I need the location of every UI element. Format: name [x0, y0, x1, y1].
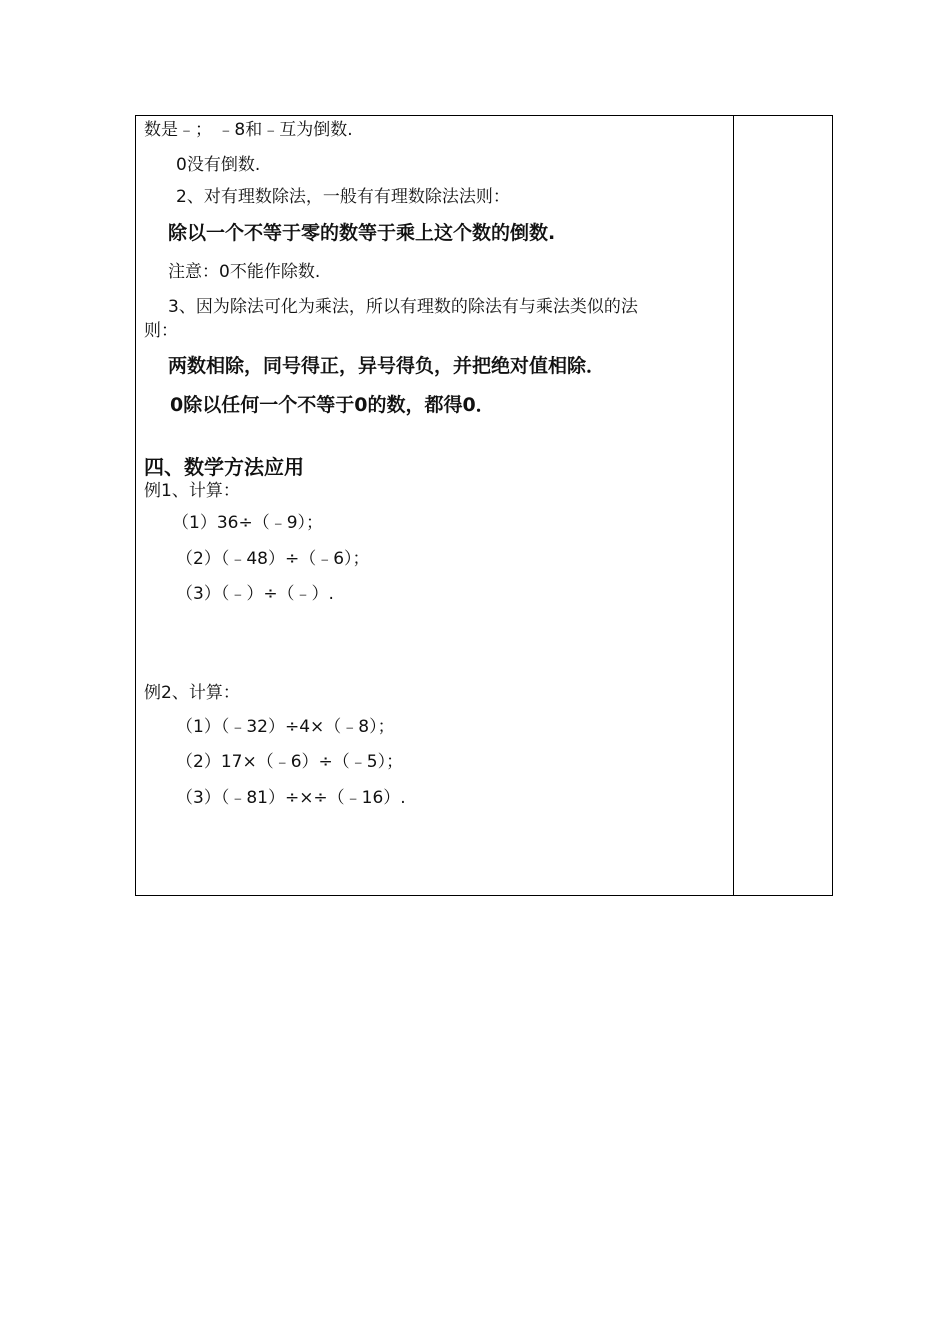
example1-item2: （2）（﹣48）÷（﹣6）；: [176, 549, 370, 569]
division-rule-statement: 除以一个不等于零的数等于乘上这个数的倒数.: [168, 222, 556, 244]
sign-rule-statement: 两数相除，同号得正，异号得负，并把绝对值相除．: [168, 355, 606, 377]
example2-title: 例2、计算：: [144, 683, 240, 703]
example2-item3: （3）（﹣81）÷×÷（﹣16）.: [176, 788, 406, 808]
example1-title: 例1、计算：: [144, 481, 240, 501]
zero-no-reciprocal-line: 0没有倒数.: [176, 155, 261, 175]
division-rule-intro: 2、对有理数除法，一般有有理数除法法则：: [176, 187, 510, 207]
example2-item2: （2）17×（﹣6）÷（﹣5）；: [176, 752, 404, 772]
note-zero-divisor: 注意：0不能作除数.: [168, 262, 321, 282]
reciprocal-example-line: 数是﹣； ﹣8和﹣互为倒数.: [144, 120, 353, 140]
section-heading-four: 四、数学方法应用: [144, 455, 304, 479]
content-table: [135, 115, 833, 896]
example1-item1: （1）36÷（﹣9）；: [172, 513, 324, 533]
rule-three-line-a: 3、因为除法可化为乘法，所以有理数的除法有与乘法类似的法: [168, 297, 638, 317]
rule-three-line-b: 则：: [144, 321, 178, 341]
zero-dividend-rule: 0除以任何一个不等于0的数，都得0．: [170, 394, 495, 416]
example1-item3: （3）（﹣）÷（﹣）.: [176, 584, 334, 604]
example2-item1: （1）（﹣32）÷4×（﹣8）；: [176, 717, 395, 737]
column-divider: [733, 116, 734, 895]
